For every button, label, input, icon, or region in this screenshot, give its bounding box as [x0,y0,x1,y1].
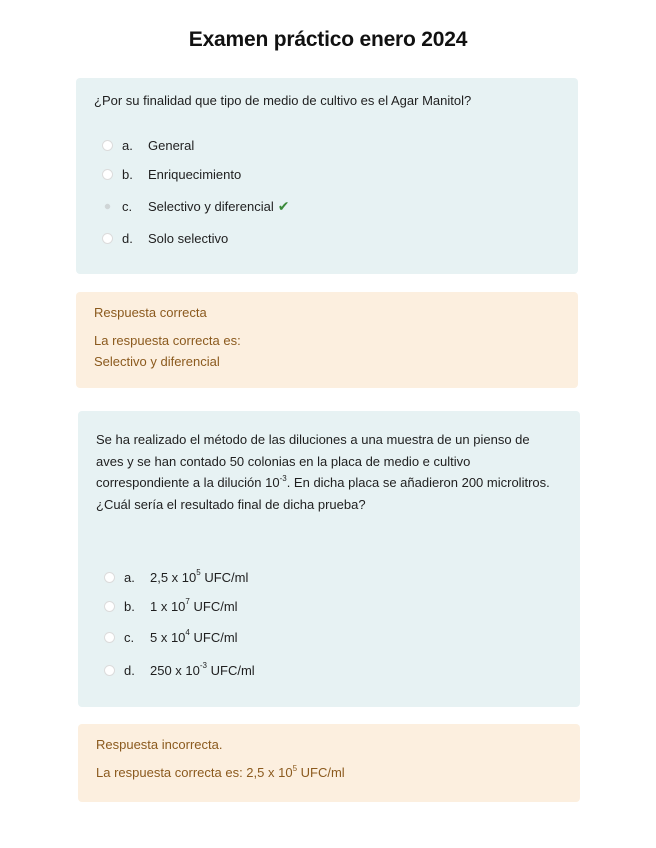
radio-button[interactable] [104,601,115,612]
question-card-1 [76,78,578,274]
radio-button[interactable] [104,632,115,643]
radio-button[interactable] [104,665,115,676]
question-text-part2: . En dicha placa se añadieron 200 microlitros. ¿Cuál sería el resultado final de dicha prueba? [96,475,550,512]
option-letter: d. [124,662,135,678]
question-text-part1: Se ha realizado el método de las diluciones a una muestra de un pienso de aves y se han contado 50 colonias en la placa de medio e cultivo correspondiente a la dilución 10 [96,432,530,490]
feedback-status: Respuesta correcta [94,305,207,320]
question-text: ¿Por su finalidad que tipo de medio de cultivo es el Agar Manitol? [94,93,472,108]
option-d[interactable] [104,660,255,680]
option-label: 1 x $10^7$ UFC/ml [150,597,238,614]
option-a[interactable] [102,135,194,155]
radio-button[interactable] [102,233,113,244]
question-text [96,429,556,515]
option-label: General [148,137,195,153]
option-a[interactable] [104,567,248,587]
option-letter: b. [122,166,133,182]
question-card-2 [78,411,580,707]
feedback-answer: La respuesta correcta es: 2,5 x $10^5$ UFC/ml [96,763,345,780]
option-letter: c. [124,629,135,645]
radio-button[interactable] [104,572,115,583]
feedback-answer: Selectivo y diferencial [94,354,220,369]
feedback-answer-label: La respuesta correcta es: [94,333,241,348]
option-label: 250 x $10^{-3}$ UFC/ml [150,661,255,678]
option-label: 2,5 x $10^5$ UFC/ml [150,568,249,585]
option-letter: b. [124,598,135,614]
option-c[interactable] [104,627,238,647]
option-letter: a. [124,569,135,585]
checkmark-icon: ✔ [277,197,290,214]
radio-button[interactable] [102,169,113,180]
option-label: 5 x $10^4$ UFC/ml [150,628,238,645]
option-letter: c. [122,198,133,214]
radio-button-selected[interactable] [105,203,111,209]
exponent: -3 [279,473,287,483]
option-b[interactable] [102,164,241,184]
feedback-status: Respuesta incorrecta. [96,737,223,752]
feedback-card-2 [78,724,580,802]
option-letter: a. [122,137,133,153]
option-label: Solo selectivo [148,230,229,246]
option-label: Enriquecimiento [148,166,242,182]
feedback-card-1 [76,292,578,388]
option-b[interactable] [104,596,238,616]
option-letter: d. [122,230,133,246]
radio-button[interactable] [102,140,113,151]
option-d[interactable] [102,228,228,248]
option-label: Selectivo y diferencial [148,198,274,214]
page-title: Examen práctico enero 2024 [188,28,468,51]
option-c[interactable] [102,196,289,216]
